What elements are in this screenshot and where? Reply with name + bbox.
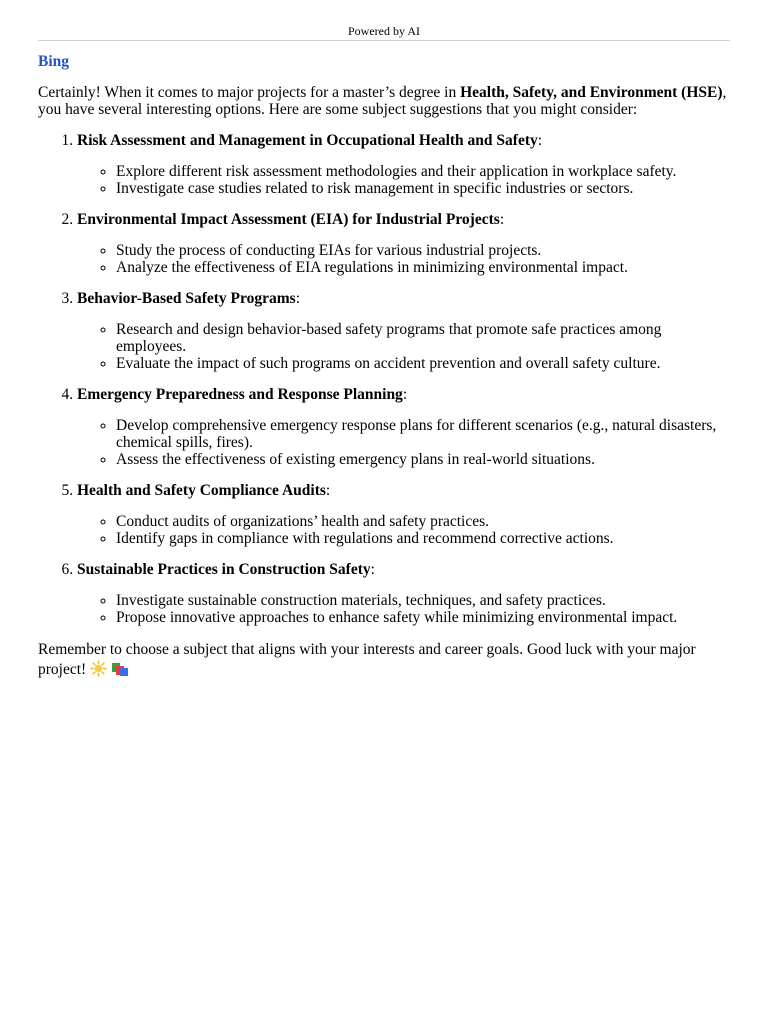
topic-points [77, 321, 730, 372]
powered-by-label: Powered by AI [348, 24, 420, 38]
topic-title: Emergency Preparedness and Response Planning [77, 386, 403, 403]
intro-text-end: , you have several interesting options. Here are some subject suggestions that you might consider: [38, 84, 727, 118]
topic-point: ◦ Investigate case studies related to risk management in specific industries or sectors. [116, 180, 730, 197]
closing-text: Remember to choose a subject that aligns with your interests and career goals. Good luck with your major project! [38, 641, 696, 678]
topic-point: ◦ Evaluate the impact of such programs on accident prevention and overall safety culture. [116, 355, 730, 372]
sun-icon [90, 660, 107, 683]
topic-points [77, 592, 730, 626]
intro-paragraph [38, 84, 730, 118]
topic-item: 6. Sustainable Practices in Construction Safety: ◦ Investigate sustainable construction materials, techniques, and safety practices. ◦ Propose innovative approaches to enhance safety while minimizing environmental impact. [77, 561, 730, 626]
topic-point: ◦ Develop comprehensive emergency response plans for different scenarios (e.g., natural disasters, chemical spills, fires). [116, 417, 730, 451]
intro-bold-term: Health, Safety, and Environment (HSE) [460, 84, 723, 101]
topic-title: Risk Assessment and Management in Occupational Health and Safety [77, 132, 538, 149]
response-content [38, 52, 730, 683]
intro-text-start: Certainly! When it comes to major projects for a master’s degree in [38, 84, 461, 101]
page-header [38, 24, 730, 41]
books-icon [111, 660, 129, 683]
topic-point: ◦ Investigate sustainable construction materials, techniques, and safety practices. [116, 592, 730, 609]
topic-point: ◦ Research and design behavior-based safety programs that promote safe practices among employees. [116, 321, 730, 355]
topic-point: ◦ Analyze the effectiveness of EIA regulations in minimizing environmental impact. [116, 259, 730, 276]
topic-title: Health and Safety Compliance Audits [77, 482, 326, 499]
topic-title: Environmental Impact Assessment (EIA) for Industrial Projects [77, 211, 500, 228]
topic-item: 4. Emergency Preparedness and Response Planning: ◦ Develop comprehensive emergency response plans for different scenarios (e.g., natural disasters, chemical spills, fires). ◦ Assess the effectiveness of existing emergency plans in real-world situations. [77, 386, 730, 468]
topic-item: 5. Health and Safety Compliance Audits: ◦ Conduct audits of organizations’ health and safety practices. ◦ Identify gaps in compliance with regulations and recommend corrective actions. [77, 482, 730, 547]
topic-point: ◦ Explore different risk assessment methodologies and their application in workplace safety. [116, 163, 730, 180]
topic-point: ◦ Study the process of conducting EIAs for various industrial projects. [116, 242, 730, 259]
topic-point: ◦ Identify gaps in compliance with regulations and recommend corrective actions. [116, 530, 730, 547]
topic-point: ◦ Assess the effectiveness of existing emergency plans in real-world situations. [116, 451, 730, 468]
topic-point: ◦ Conduct audits of organizations’ health and safety practices. [116, 513, 730, 530]
topic-points [77, 417, 730, 468]
topic-points [77, 513, 730, 547]
topic-point: ◦ Propose innovative approaches to enhance safety while minimizing environmental impact. [116, 609, 730, 626]
topic-points [77, 163, 730, 197]
source-label: Bing [38, 53, 70, 70]
topic-title: Sustainable Practices in Construction Safety [77, 561, 371, 578]
closing-paragraph [38, 640, 730, 683]
topic-list [38, 132, 730, 626]
topic-title: Behavior-Based Safety Programs [77, 290, 296, 307]
topic-item: 2. Environmental Impact Assessment (EIA) for Industrial Projects: ◦ Study the process of conducting EIAs for various industrial projects. ◦ Analyze the effectiveness of EIA regulations in minimizing environmental impact. [77, 211, 730, 276]
topic-item: 3. Behavior-Based Safety Programs: ◦ Research and design behavior-based safety programs that promote safe practices among employees. ◦ Evaluate the impact of such programs on accident prevention and overall safety culture. [77, 290, 730, 372]
topic-item: 1. Risk Assessment and Management in Occupational Health and Safety: ◦ Explore different risk assessment methodologies and their application in workplace safety. ◦ Investigate case studies related to risk management in specific industries or sectors. [77, 132, 730, 197]
topic-points [77, 242, 730, 276]
